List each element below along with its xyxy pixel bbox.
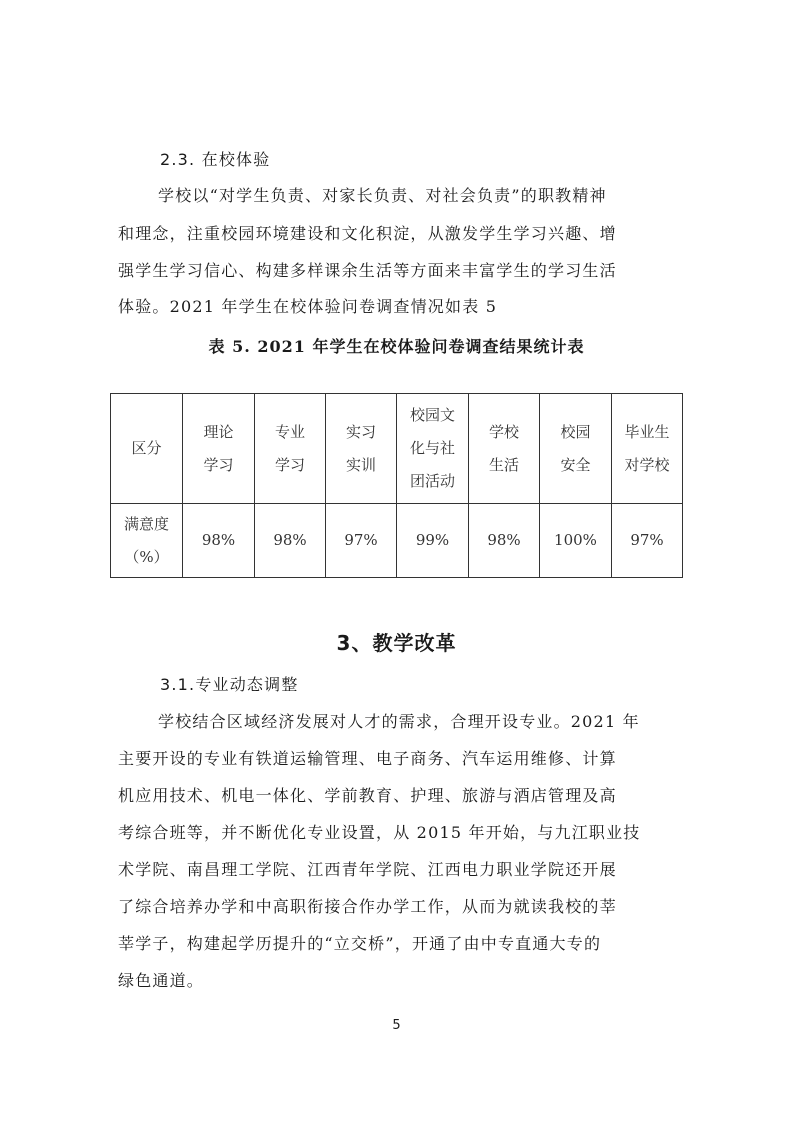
section-2-3-heading: 2.3. 在校体验 [160,150,271,169]
column-header: 毕业生 对学校 [612,394,683,504]
table-row [111,504,683,578]
paragraph-line: 考综合班等，并不断优化专业设置，从 2015 年开始，与九江职业技 [118,823,641,842]
table-cell: 100% [540,504,612,578]
paragraph-line: 了综合培养办学和中高职衔接合作办学工作，从而为就读我校的莘 [118,897,617,916]
column-header: 专业 学习 [255,394,326,504]
paragraph-line: 学校结合区域经济发展对人才的需求，合理开设专业。2021 年 [158,712,640,731]
paragraph-line: 绿色通道。 [118,971,205,990]
table-cell: 99% [397,504,469,578]
column-header: 实习 实训 [326,394,397,504]
column-header: 校园 安全 [540,394,612,504]
table-cell: 97% [326,504,397,578]
column-header: 理论 学习 [183,394,255,504]
page-number: 5 [392,1018,401,1033]
paragraph-line: 机应用技术、机电一体化、学前教育、护理、旅游与酒店管理及高 [118,786,617,805]
section-3-heading: 3、教学改革 [336,631,457,655]
satisfaction-table [110,393,683,578]
table-cell: 98% [469,504,540,578]
table-cell: 98% [255,504,326,578]
paragraph-line: 强学生学习信心、构建多样课余生活等方面来丰富学生的学习生活 [118,261,617,280]
value-row-label: 满意度 （%） [111,504,183,578]
paragraph-line: 体验。2021 年学生在校体验问卷调查情况如表 5 [118,297,498,316]
paragraph-line: 学校以“对学生负责、对家长负责、对社会负责”的职教精神 [158,186,607,205]
section-3-1-heading: 3.1.专业动态调整 [160,675,299,694]
table-caption: 表 5. 2021 年学生在校体验问卷调查结果统计表 [208,337,585,356]
table-cell: 98% [183,504,255,578]
paragraph-line: 莘学子，构建起学历提升的“立交桥”，开通了由中专直通大专的 [118,934,602,953]
row-header-label: 区分 [111,394,183,504]
paragraph-line: 和理念，注重校园环境建设和文化积淀，从激发学生学习兴趣、增 [118,224,617,243]
table-header-row [111,394,683,504]
table-cell: 97% [612,504,683,578]
column-header: 校园文 化与社 团活动 [397,394,469,504]
paragraph-line: 主要开设的专业有铁道运输管理、电子商务、汽车运用维修、计算 [118,749,617,768]
paragraph-line: 术学院、南昌理工学院、江西青年学院、江西电力职业学院还开展 [118,860,617,879]
column-header: 学校 生活 [469,394,540,504]
